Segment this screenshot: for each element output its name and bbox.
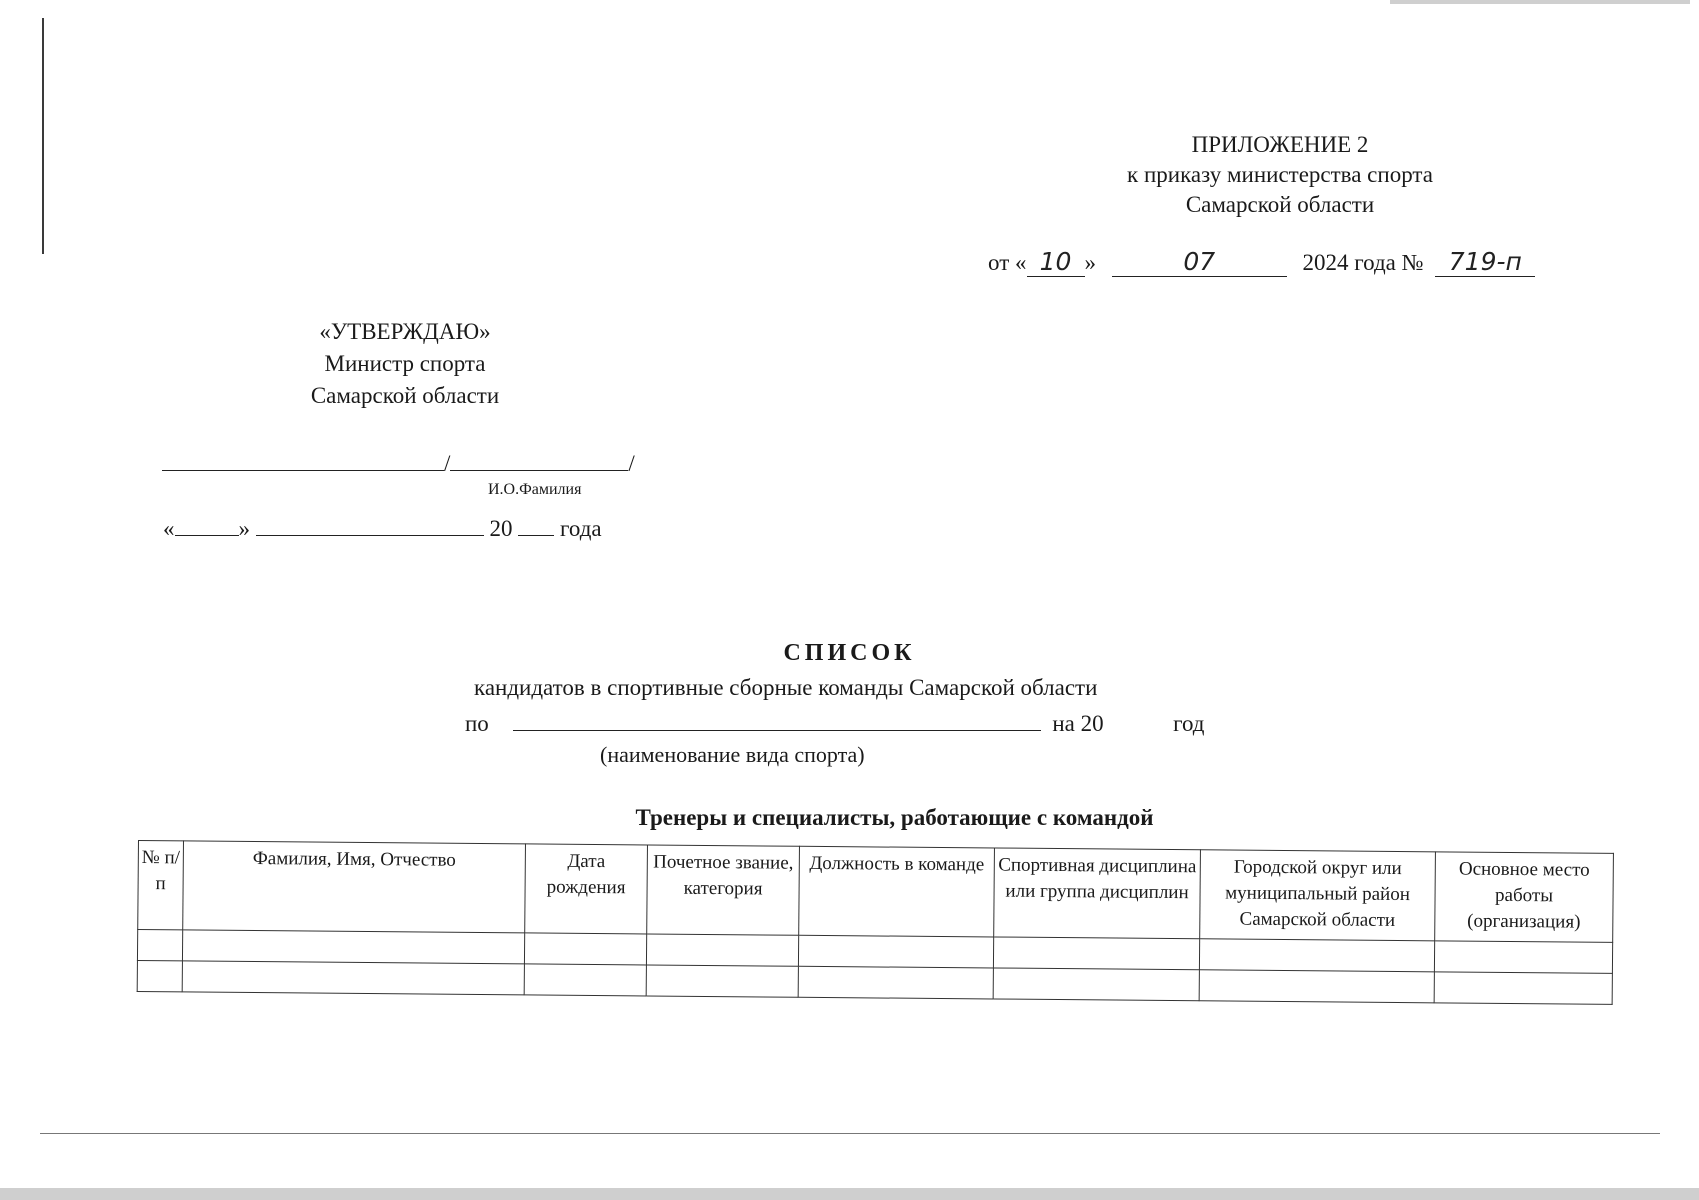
table-cell[interactable] (646, 934, 798, 966)
table-cell[interactable] (993, 968, 1199, 1001)
appendix-title: ПРИЛОЖЕНИЕ 2 (1191, 132, 1369, 157)
date-close-quote: » (238, 516, 250, 541)
scan-bottom-line (40, 1133, 1660, 1134)
date-suffix: года (560, 516, 602, 541)
column-header-birth-date: Дата рождения (525, 844, 648, 934)
year-suffix: год (1173, 711, 1205, 736)
sport-caption: (наименование вида спорта) (600, 742, 865, 767)
column-header-full-name: Фамилия, Имя, Отчество (183, 841, 526, 933)
table-cell[interactable] (798, 966, 993, 999)
order-day-close: » (1084, 250, 1096, 275)
order-date-line (988, 248, 1535, 277)
approval-date-line (163, 513, 602, 542)
scan-top-edge (1390, 0, 1690, 4)
date-day-blank (175, 513, 239, 536)
signature-blank (162, 448, 444, 471)
appendix-line-2: Самарской области (1185, 192, 1375, 217)
signature-line (162, 448, 635, 477)
table-cell[interactable] (1434, 941, 1612, 974)
table-cell[interactable] (137, 930, 182, 961)
table-cell[interactable] (182, 930, 524, 964)
scan-left-edge (42, 18, 44, 254)
signature-caption: И.О.Фамилия (488, 481, 582, 498)
column-header-workplace: Основное место работы (организация) (1435, 852, 1614, 943)
order-year-text: 2024 года № (1302, 250, 1424, 275)
date-year-prefix: 20 (489, 516, 513, 541)
date-month-blank (256, 513, 484, 536)
appendix-line-1: к приказу министерства спорта (1127, 162, 1433, 187)
section-title: Тренеры и специалисты, работающие с командой (635, 805, 1154, 830)
table-cell[interactable] (1434, 972, 1612, 1005)
order-month-handwritten: 07 (1112, 248, 1287, 277)
table-cell[interactable] (993, 937, 1199, 970)
sport-line (465, 708, 1205, 737)
column-header-discipline: Спортивная дисциплина или группа дисциплин (994, 848, 1201, 939)
table-cell[interactable] (1199, 939, 1434, 972)
table-header-row (138, 841, 1614, 943)
column-header-honorary-title: Почетное звание, категория (647, 845, 800, 935)
order-prefix: от « (988, 250, 1027, 275)
sport-name-blank (513, 708, 1041, 731)
staff-table (137, 840, 1614, 1005)
table-cell[interactable] (1199, 970, 1434, 1003)
order-number-handwritten: 719-п (1435, 248, 1535, 277)
year-prefix: на 20 (1052, 711, 1104, 736)
column-header-number: № п/п (138, 841, 184, 930)
table-cell[interactable] (524, 964, 646, 996)
document-title: СПИСОК (783, 640, 916, 666)
signature-slash-2: / (628, 451, 635, 476)
approval-block (225, 316, 585, 412)
order-day-handwritten: 10 (1027, 248, 1085, 277)
document-subtitle: кандидатов в спортивные сборные команды Самарской области (474, 675, 1098, 700)
table-cell[interactable] (524, 933, 646, 965)
appendix-block (1020, 130, 1540, 220)
name-blank (450, 448, 628, 471)
column-header-district: Городской округ или муниципальный район Самарской области (1200, 850, 1436, 941)
table-cell[interactable] (182, 961, 524, 995)
column-header-team-position: Должность в команде (799, 846, 995, 937)
signature-slash-1: / (444, 451, 451, 476)
approval-region: Самарской области (310, 383, 500, 408)
scan-bottom-band (0, 1188, 1699, 1200)
table-cell[interactable] (798, 935, 993, 968)
approval-position: Министр спорта (324, 351, 486, 376)
date-open-quote: « (163, 516, 175, 541)
sport-prefix: по (465, 711, 489, 736)
approval-heading: «УТВЕРЖДАЮ» (319, 319, 491, 344)
table-cell[interactable] (137, 960, 182, 991)
date-year-blank (518, 513, 554, 536)
table-cell[interactable] (646, 965, 798, 997)
